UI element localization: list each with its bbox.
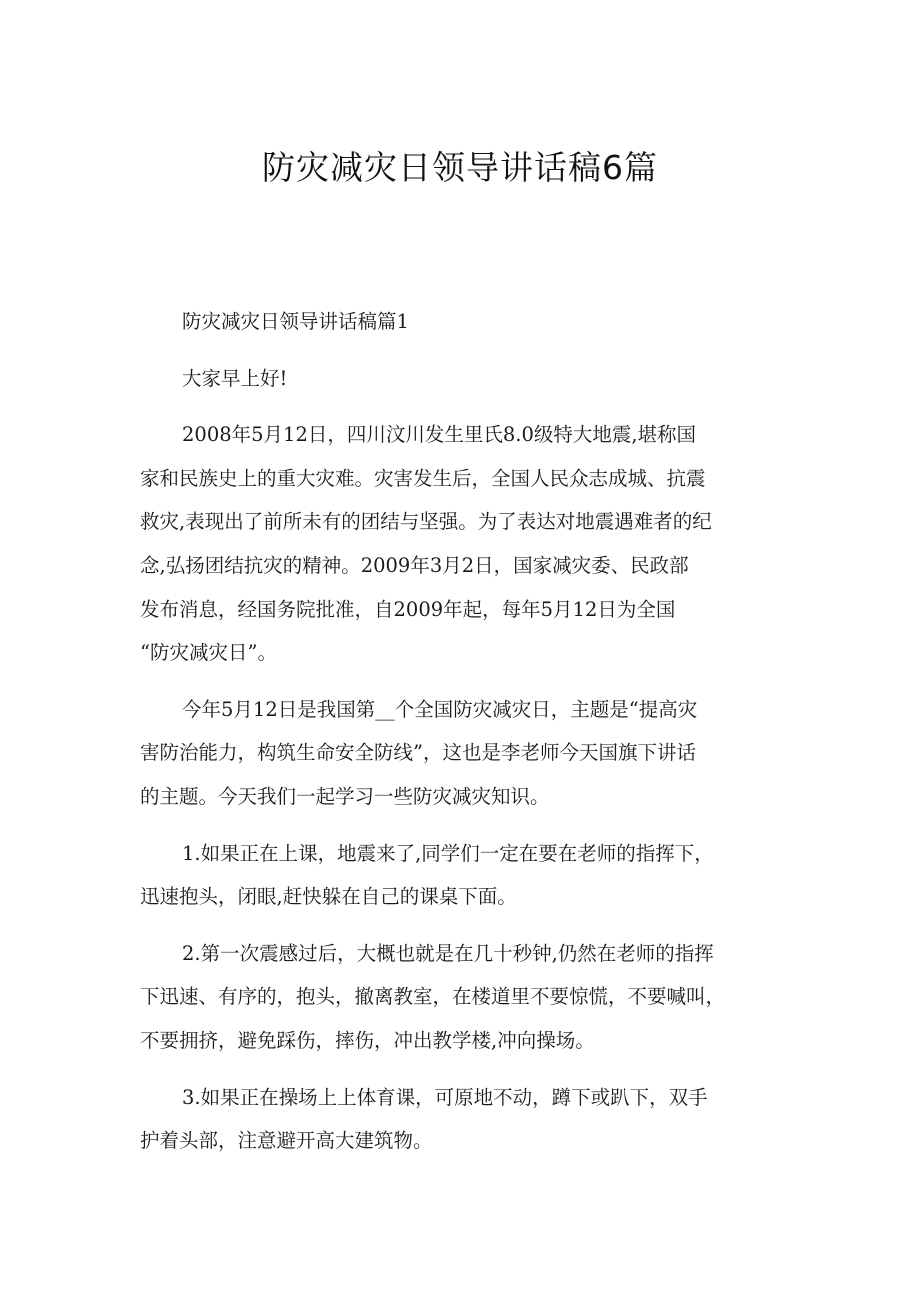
paragraph-line: 家和民族史上的重大灾难。灾害发生后，全国人民众志成城、抗震 [140,466,706,490]
paragraph-line: 今年5月12日是我国第__个全国防灾减灾日，主题是“提高灾 [182,697,698,721]
paragraph-history [140,413,790,675]
paragraph-line: 2.第一次震感过后，大概也就是在几十秒钟,仍然在老师的指挥 [182,941,714,965]
paragraph-line: 3.如果正在操场上上体育课，可原地不动，蹲下或趴下，双手 [182,1085,708,1109]
paragraph-line: 2008年5月12日，四川汶川发生里氏8.0级特大地震,堪称国 [182,423,697,447]
document-body [140,300,790,1176]
paragraph-greeting [140,357,790,401]
paragraph-line: 不要拥挤，避免踩伤，摔伤，冲出教学楼,冲向操场。 [140,1028,595,1052]
paragraph-tip-1 [140,832,790,919]
paragraph-line: 迅速抱头，闭眼,赶快躲在自己的课桌下面。 [140,885,517,909]
paragraph-line: 的主题。今天我们一起学习一些防灾减灾知识。 [140,784,550,808]
paragraph-heading [140,300,790,344]
paragraph-line: “防灾减灾日”。 [140,641,277,665]
paragraph-line: 护着头部，注意避开高大建筑物。 [140,1129,433,1153]
paragraph-tip-2 [140,932,790,1063]
paragraph-line: 大家早上好! [182,366,288,390]
paragraph-line: 发布消息，经国务院批准，自2009年起，每年5月12日为全国 [140,597,676,621]
paragraph-line: 下迅速、有序的，抱头，撤离教室，在楼道里不要惊慌，不要喊叫， [140,985,726,1009]
paragraph-tip-3 [140,1076,790,1163]
paragraph-line: 念,弘扬团结抗灾的精神。2009年3月2日，国家减灾委、民政部 [140,553,689,577]
document-title: 防灾减灾日领导讲话稿6篇 [262,148,658,187]
paragraph-line: 救灾,表现出了前所未有的团结与坚强。为了表达对地震遇难者的纪 [140,510,712,534]
paragraph-line: 防灾减灾日领导讲话稿篇1 [182,310,409,333]
paragraph-theme [140,688,790,819]
paragraph-line: 害防治能力，构筑生命安全防线”，这也是李老师今天国旗下讲话 [140,741,696,765]
paragraph-line: 1.如果正在上课，地震来了,同学们一定在要在老师的指挥下， [182,841,714,865]
